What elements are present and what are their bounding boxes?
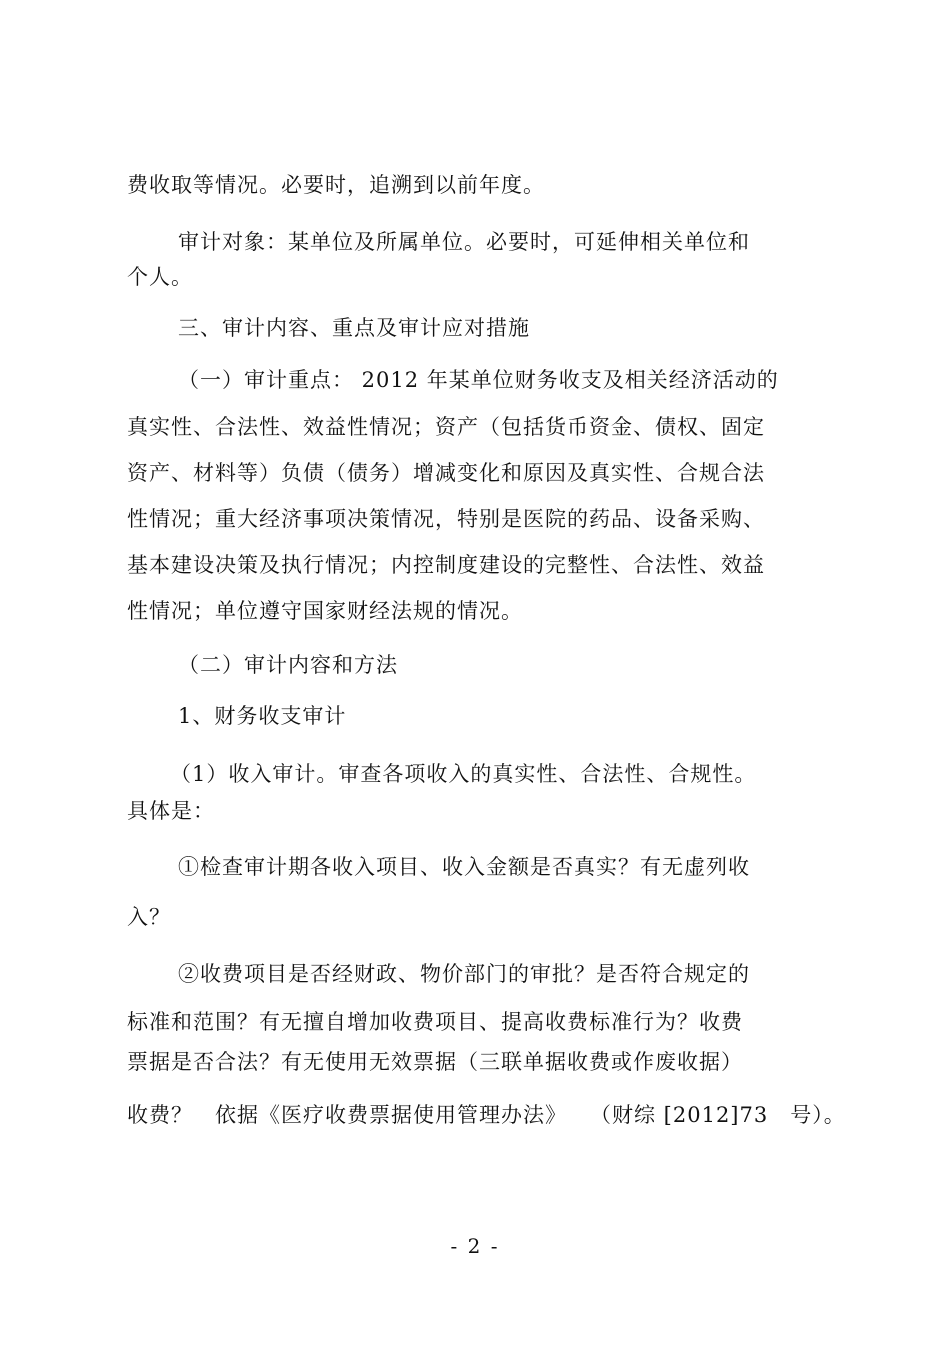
subsection-heading: （二）审计内容和方法 (178, 653, 398, 677)
text-line-19: 票据是否合法？有无使用无效票据（三联单据收费或作废收据） (127, 1050, 743, 1074)
text-line-1: 费收取等情况。必要时，追溯到以前年度。 (127, 173, 545, 197)
text-line-3: 个人。 (127, 265, 193, 289)
text-line-10: 性情况；单位遵守国家财经法规的情况。 (127, 599, 523, 623)
text-line-6: 真实性、合法性、效益性情况；资产（包括货币资金、债权、固定 (127, 415, 765, 439)
text-line-18: 标准和范围？有无擅自增加收费项目、提高收费标准行为？收费 (127, 1010, 743, 1034)
page-number: - 2 - (450, 1234, 500, 1258)
text-line-20: 收费？ 依据《医疗收费票据使用管理办法》 （财综 [2012]73 号）。 (127, 1103, 846, 1127)
text-line-16: 入？ (127, 905, 171, 929)
section-heading: 三、审计内容、重点及审计应对措施 (178, 316, 530, 340)
text-line-9: 基本建设决策及执行情况；内控制度建设的完整性、合法性、效益 (127, 553, 765, 577)
text-line-8: 性情况；重大经济事项决策情况，特别是医院的药品、设备采购、 (127, 507, 765, 531)
text-line-7: 资产、材料等）负债（债务）增减变化和原因及真实性、合规合法 (127, 461, 765, 485)
text-line-17: ②收费项目是否经财政、物价部门的审批？是否符合规定的 (178, 962, 750, 986)
text-line-15: ①检查审计期各收入项目、收入金额是否真实？有无虚列收 (178, 855, 750, 879)
item-heading: 1、财务收支审计 (178, 704, 347, 728)
text-line-2: 审计对象：某单位及所属单位。必要时，可延伸相关单位和 (178, 230, 750, 254)
text-line-13: （1）收入审计。审查各项收入的真实性、合法性、合规性。 (170, 762, 757, 786)
text-line-5: （一）审计重点： 2012 年某单位财务收支及相关经济活动的 (178, 368, 779, 392)
text-line-14: 具体是： (127, 799, 215, 823)
